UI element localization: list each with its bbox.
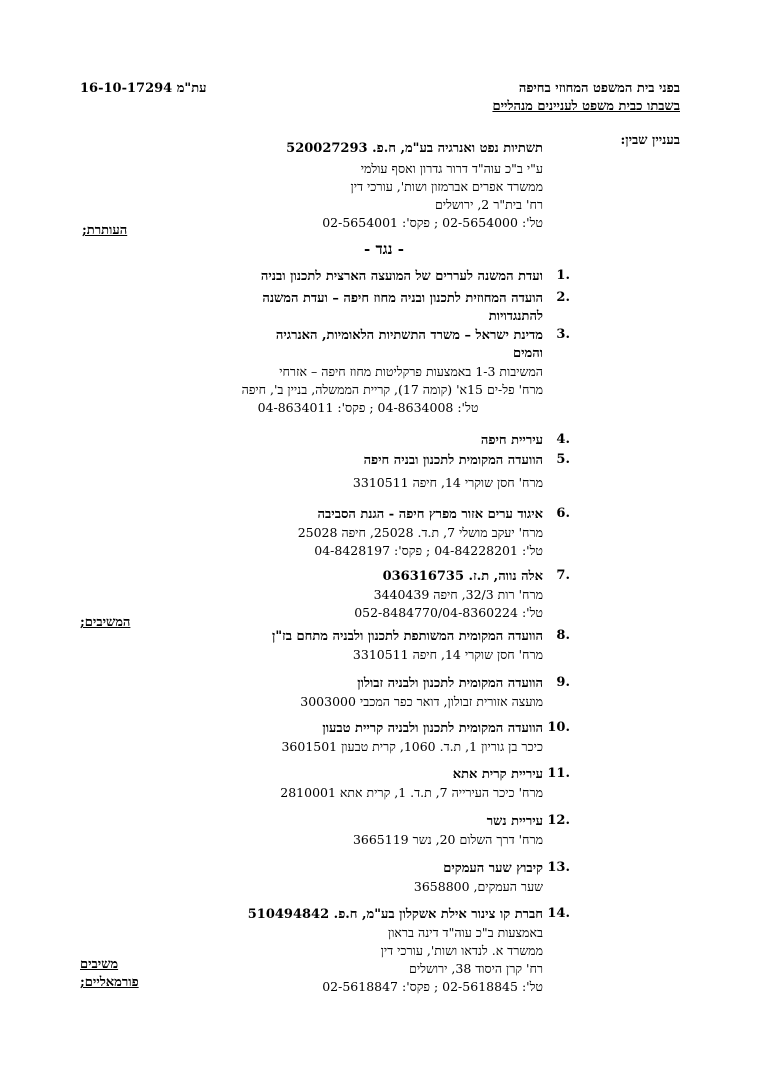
respondent-line: באמצעות ב"כ עוה"ד דינה בראון [388, 925, 543, 940]
respondent-number: 3. [556, 327, 570, 342]
formal-respondents-label-cont: פורמאליים; [80, 975, 139, 990]
respondent-line: כיכר בן גוריון 1, ת.ד. 1060, קרית טבעון 3601501 [281, 739, 543, 754]
respondent-name: ועדת המשנה לעררים של המועצה הארצית לתכנון ובניה [260, 269, 543, 284]
respondent-number: 10. [547, 720, 570, 735]
respondent-line: מועצה אזורית זבולון, דואר כפר המכבי 3003000 [300, 694, 543, 709]
respondent-name: הועדה המחוזית לתכנון ובניה מחוז חיפה – ועדת המשנה [262, 291, 543, 306]
petitioner-line: טל': 02-5654000 ; פקס': 02-5654001 [322, 215, 543, 230]
respondent-name: הוועדה המקומית לתכנון ולבניה קריית טבעון [322, 721, 543, 736]
court-sitting: בשבתו כבית משפט לעניינים מנהליים [492, 99, 680, 114]
respondents-role-label: המשיבים; [80, 615, 131, 630]
respondent-name: הוועדה המקומית המשותפת לתכנון ולבניה מתחם בז"ן [272, 629, 543, 644]
respondent-name: עיריית חיפה [480, 433, 543, 448]
respondent-line: מרח' רות 32/3, חיפה 3440439 [373, 587, 543, 602]
respondent-name: חברת קו צינור אילת אשקלון בע"מ, ח.פ. 510494842 [247, 907, 543, 922]
respondent-number: 13. [547, 860, 570, 875]
court-name: בפני בית המשפט המחוזי בחיפה [518, 81, 680, 96]
respondent-line: מרח' פל-ים 15א' (קומה 17), קריית הממשלה, בניין ב', חיפה [241, 382, 543, 397]
respondent-name: מדינת ישראל – משרד התשתיות הלאומיות, האנרגיה [275, 328, 543, 343]
case-number: עת"מ 16-10-17294 [80, 81, 207, 96]
respondent-6 [298, 506, 543, 560]
respondent-line: שער העמקים, 3658800 [413, 879, 543, 894]
respondent-line: טל': 02-5618845 ; פקס': 02-5618847 [322, 979, 543, 994]
formal-respondents-label: משיבים [80, 957, 119, 972]
respondent-number: 9. [556, 675, 570, 690]
respondent-line: מרח' יעקב מושלי 7, ת.ד. 25028, חיפה 25028 [297, 525, 543, 540]
respondent-number: 8. [556, 628, 570, 643]
respondent-1 [203, 268, 543, 286]
respondent-name-cont: והמים [512, 346, 543, 361]
respondent-name: עיריית קרית אתא [452, 767, 543, 782]
respondent-13 [414, 860, 543, 896]
respondent-line: ממשרד א. לנדאו ושות', עורכי דין [380, 943, 543, 958]
versus-heading [0, 240, 768, 259]
respondent-name: עיריית נשר [486, 814, 543, 829]
respondent-number: 6. [556, 506, 570, 521]
respondent-number: 1. [556, 268, 570, 283]
respondent-number: 2. [556, 290, 570, 305]
respondent-3 [193, 327, 543, 417]
versus-text: - נגד - [364, 240, 404, 258]
respondent-7 [354, 568, 543, 622]
respondent-number: 4. [556, 432, 570, 447]
respondent-5 [353, 452, 543, 492]
respondent-number: 12. [547, 813, 570, 828]
respondent-line: טל': 052-8484770/04-8360224 [354, 605, 543, 620]
petitioner-line: רח' בית"ר 2, ירושלים [434, 197, 543, 212]
respondent-number: 11. [547, 766, 570, 781]
respondent-2 [193, 290, 543, 326]
respondent-name: הוועדה המקומית לתכנון ולבניה זבולון [357, 676, 543, 691]
respondent-line: המשיבות 1-3 באמצעות פרקליטות מחוז חיפה – אזרחי [279, 364, 543, 379]
matter-label: בעניין שבין: [620, 133, 680, 148]
respondent-line: טל': 04-8634008 ; פקס': 04-8634011 [257, 400, 479, 415]
respondent-name: אלה נווה, ת.ז. 036316735 [382, 569, 543, 584]
petitioner-line: ע"י ב"כ עוה"ד דרור גדרון ואסף עולמי [360, 161, 543, 176]
respondent-11 [280, 766, 543, 802]
respondent-12 [353, 813, 543, 849]
respondent-name: קיבוץ שער העמקים [443, 861, 543, 876]
petitioner-details [303, 160, 543, 232]
respondent-number: 7. [556, 568, 570, 583]
petitioner-line: ממשרד אפרים אברמזון ושות', עורכי דין [350, 179, 543, 194]
respondent-line: מרח' חסן שוקרי 14, חיפה 3310511 [352, 475, 543, 490]
respondent-10 [281, 720, 543, 756]
respondent-4 [481, 432, 543, 450]
respondent-line: טל': 04-84228201 ; פקס': 04-8428197 [314, 543, 543, 558]
respondent-name-cont: להתנגדויות [488, 309, 543, 324]
respondent-line: מרח' כיכר העירייה 7, ת.ד. 1, קרית אתא 2810001 [280, 785, 543, 800]
petitioner-role-label: העותרת; [82, 223, 128, 238]
respondent-number: 14. [547, 906, 570, 921]
respondent-number: 5. [556, 452, 570, 467]
respondent-8 [272, 628, 543, 664]
respondent-line: מרח' דרך השלום 20, נשר 3665119 [352, 832, 543, 847]
respondent-name: איגוד ערים אזור מפרץ חיפה - הגנת הסביבה [317, 507, 543, 522]
respondent-line: רח' קרן היסוד 38, ירושלים [409, 961, 543, 976]
petitioner-block [286, 140, 543, 158]
respondent-name: הוועדה המקומית לתכנון ובניה חיפה [363, 453, 543, 468]
respondent-line: מרח' חסן שוקרי 14, חיפה 3310511 [352, 647, 543, 662]
respondent-14 [248, 906, 543, 996]
respondent-9 [300, 675, 543, 711]
petitioner-name: תשתיות נפט ואנרגיה בע"מ, ח.פ. 520027293 [286, 141, 543, 156]
